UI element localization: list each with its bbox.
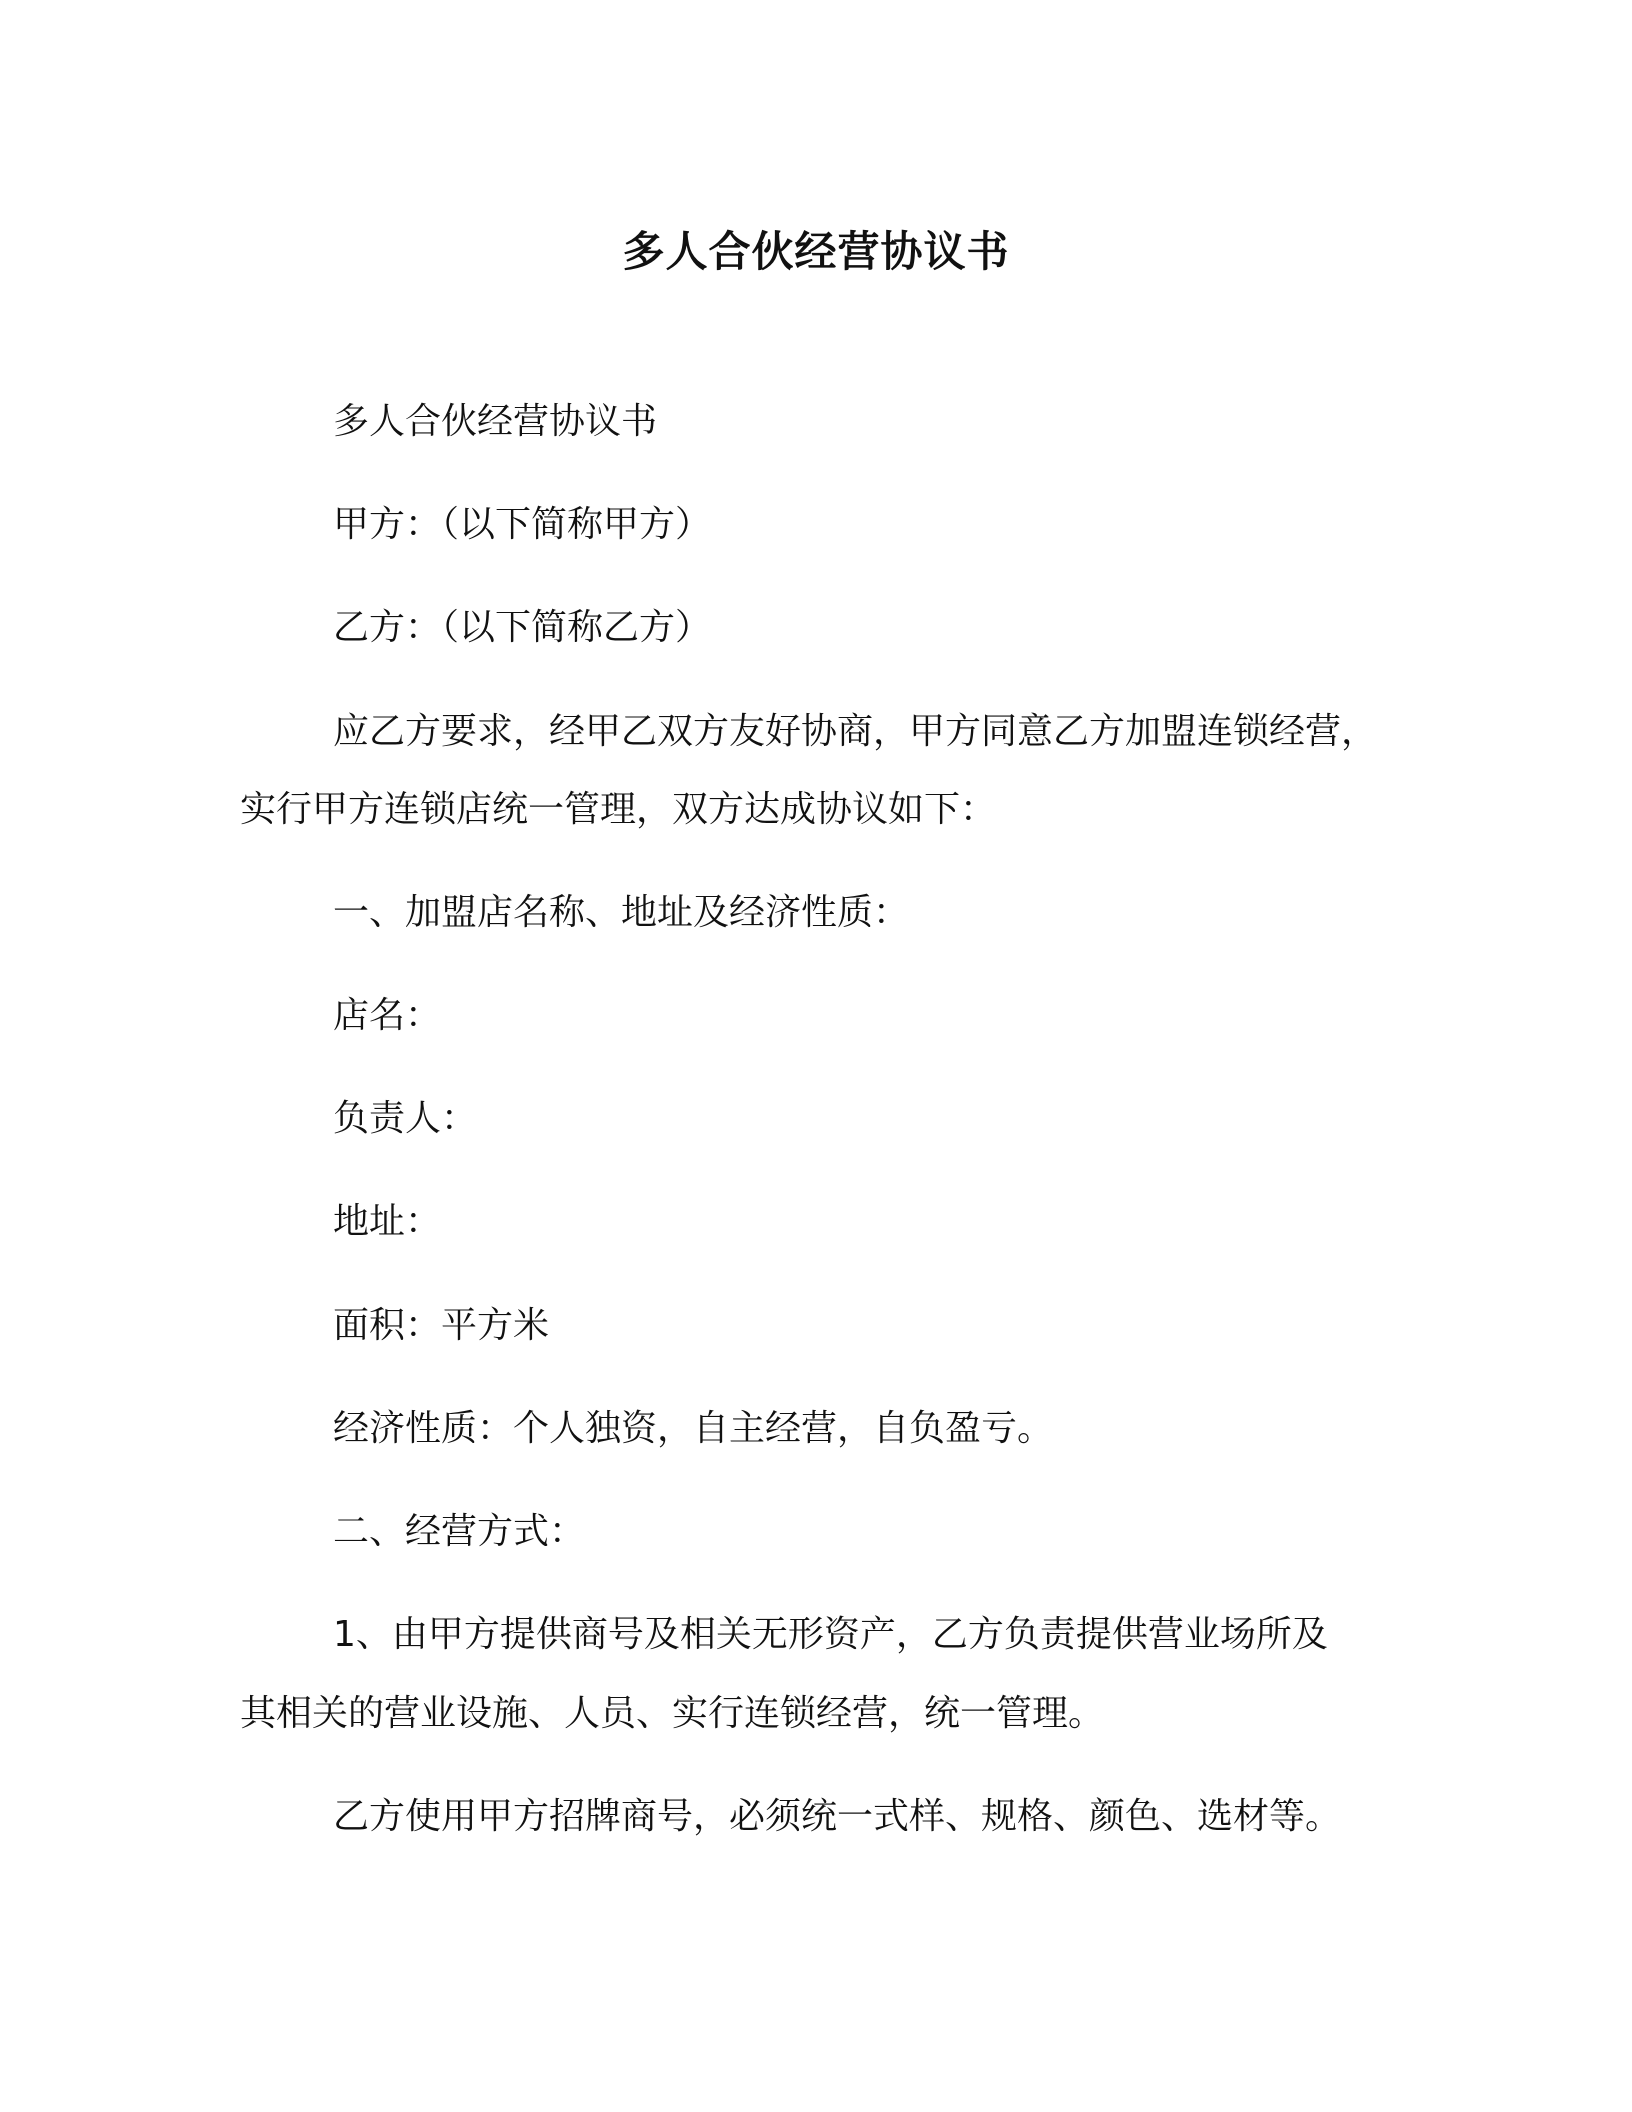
clause-1-line-2: 其相关的营业设施、人员、实行连锁经营，统一管理。 — [240, 1693, 1105, 1734]
person-in-charge-field: 负责人： — [333, 1098, 478, 1139]
document-title: 多人合伙经营协议书 — [622, 227, 1010, 276]
intro-paragraph-line-2: 实行甲方连锁店统一管理，双方达成协议如下： — [240, 789, 997, 830]
economic-nature-field: 经济性质：个人独资，自主经营，自负盈亏。 — [333, 1408, 1054, 1449]
party-a-line: 甲方：（以下简称甲方） — [333, 504, 712, 545]
clause-1-line-1: 1、由甲方提供商号及相关无形资产，乙方负责提供营业场所及 — [333, 1614, 1328, 1655]
section-1-heading: 一、加盟店名称、地址及经济性质： — [333, 892, 910, 933]
signboard-paragraph: 乙方使用甲方招牌商号，必须统一式样、规格、颜色、选材等。 — [333, 1796, 1342, 1837]
section-2-heading: 二、经营方式： — [333, 1511, 586, 1552]
address-field: 地址： — [333, 1201, 442, 1242]
doc-subtitle: 多人合伙经营协议书 — [333, 401, 658, 442]
area-field: 面积：平方米 — [333, 1305, 550, 1346]
intro-paragraph-line-1: 应乙方要求，经甲乙双方友好协商，甲方同意乙方加盟连锁经营， — [333, 711, 1378, 752]
party-b-line: 乙方：（以下简称乙方） — [333, 607, 712, 648]
store-name-field: 店名： — [333, 995, 442, 1036]
